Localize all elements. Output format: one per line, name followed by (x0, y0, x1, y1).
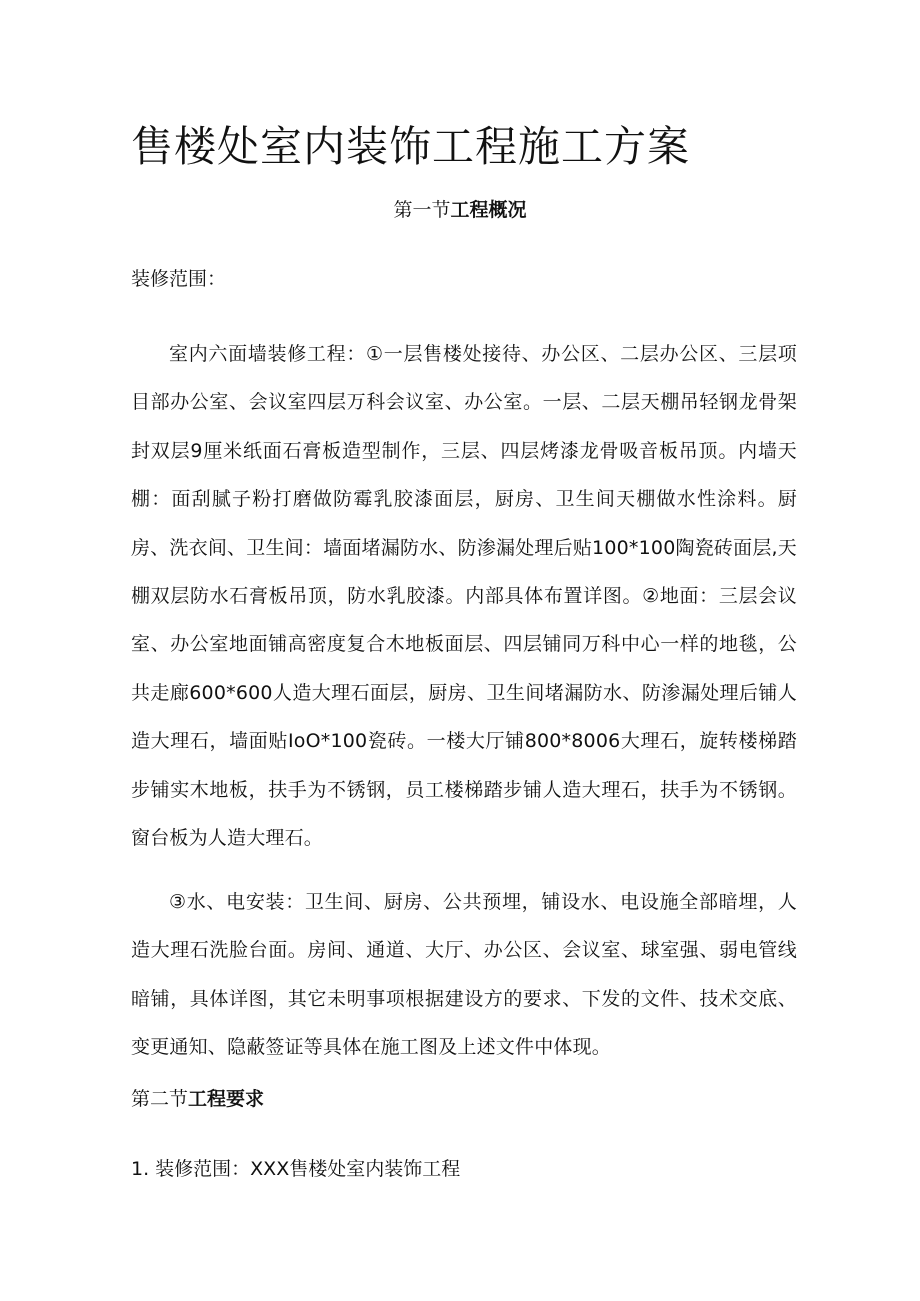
document-title: 售楼处室内装饰工程施工方案 (131, 122, 691, 171)
scope-label: 装修范围： (131, 268, 227, 290)
section-heading-overview (0, 196, 920, 224)
section-prefix: 第二节 (131, 1088, 189, 1110)
paragraph-interior-works: 室内六面墙装修工程：①一层售楼处接待、办公区、二层办公区、三层项目部办公室、会议室四层万科会议室、办公室。一层、二层天棚吊轻钢龙骨架封双层9厘米纸面石膏板造型制作，三层、四层烤漆龙骨吸音板吊顶。内墙天棚：面刮腻子粉打磨做防霉乳胶漆面层，厨房、卫生间天棚做水性涂料。厨房、洗衣间、卫生间：墙面堵漏防水、防渗漏处理后贴100*100陶瓷砖面层,天棚双层防水石膏板吊顶，防水乳胶漆。内部具体布置详图。②地面：三层会议室、办公室地面铺高密度复合木地板面层、四层铺同万科中心一样的地毯，公共走廊600*600人造大理石面层，厨房、卫生间堵漏防水、防渗漏处理后铺人造大理石，墙面贴IoO*100瓷砖。一楼大厅铺800*8006大理石，旋转楼梯踏步铺实木地板，扶手为不锈钢，员工楼梯踏步铺人造大理石，扶手为不锈钢。窗台板为人造大理石。 (131, 343, 797, 850)
section-prefix: 第一节 (393, 199, 451, 221)
section-heading-requirements (131, 1084, 264, 1114)
section-name: 工程要求 (188, 1088, 265, 1110)
list-item-scope: 1. 装修范围：XXX售楼处室内装饰工程 (131, 1158, 461, 1180)
section-name: 工程概况 (450, 199, 527, 221)
paragraph-utilities: ③水、电安装：卫生间、厨房、公共预埋，铺设水、电设施全部暗埋，人造大理石洗脸台面。房间、通道、大厅、办公区、会议室、球室强、弱电管线暗铺，具体详图，其它未明事项根据建设方的要求、下发的文件、技术交底、变更通知、隐蔽签证等具体在施工图及上述文件中体现。 (131, 891, 797, 1059)
